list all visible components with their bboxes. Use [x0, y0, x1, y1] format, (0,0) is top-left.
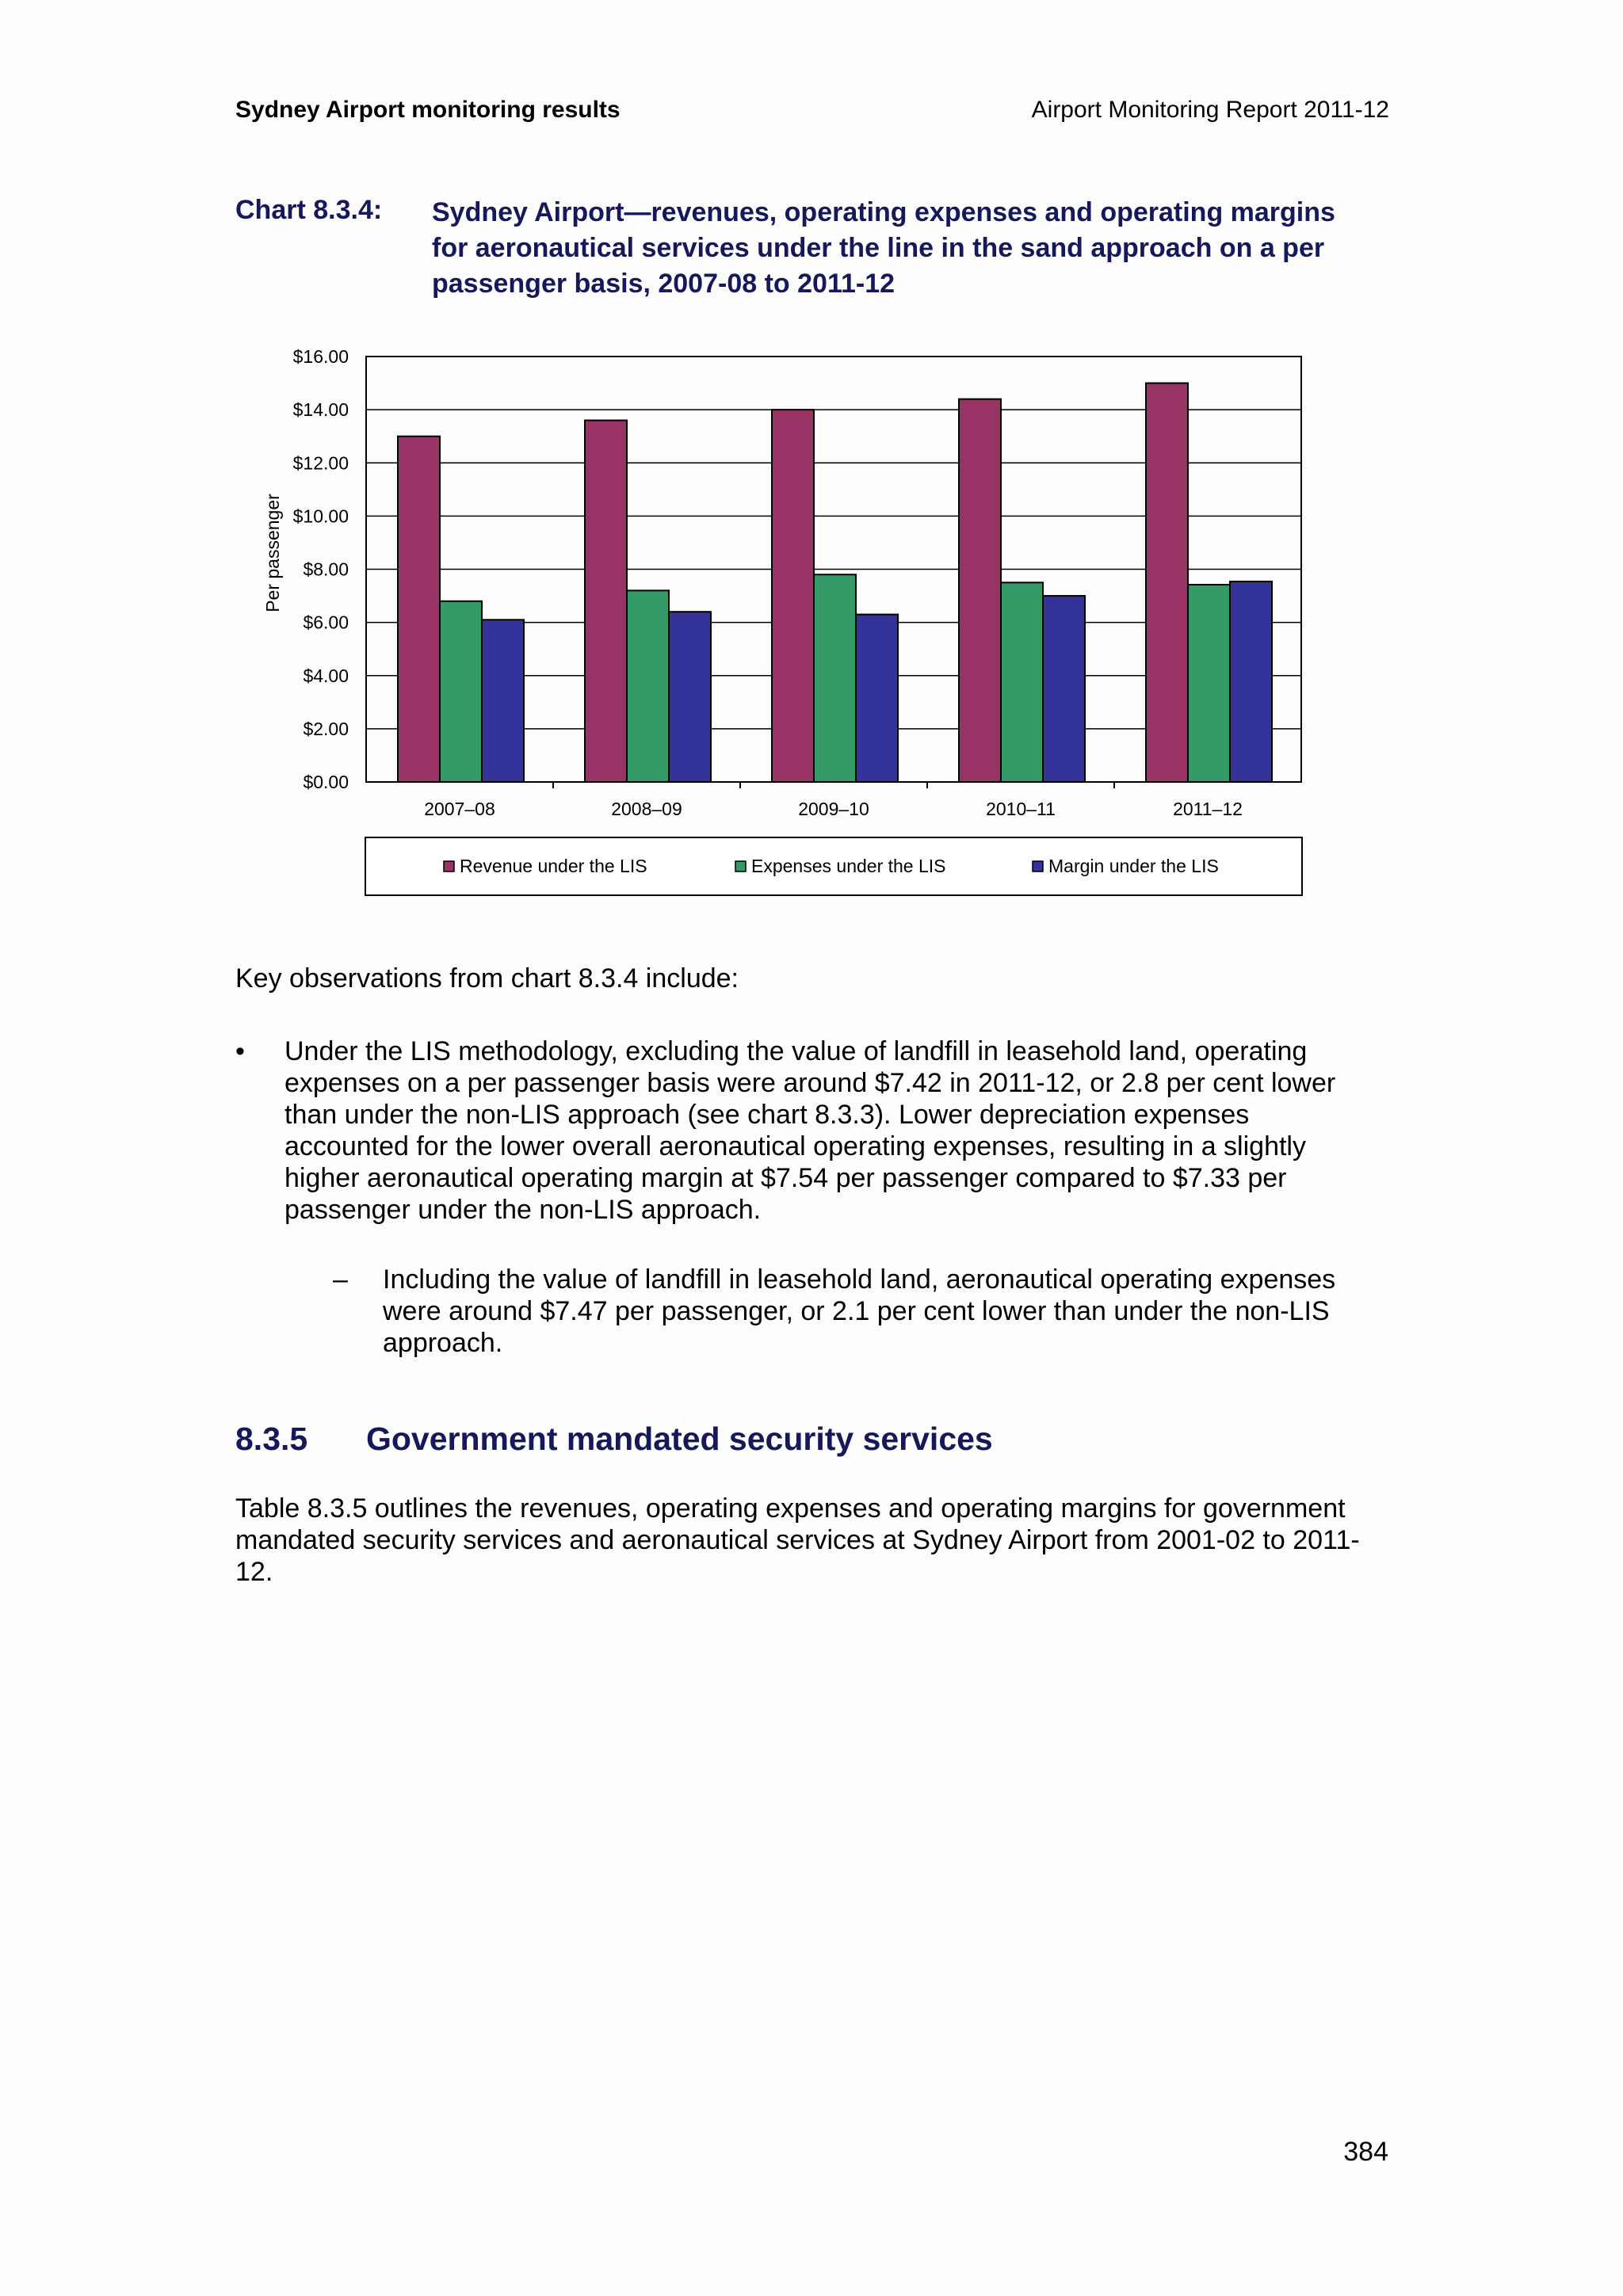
page-number: 384: [1343, 2137, 1388, 2167]
section-heading: Government mandated security services: [366, 1421, 993, 1457]
bar-expenses-2007–08: [440, 601, 482, 782]
y-tick-label: $16.00: [292, 346, 349, 367]
legend-label: Expenses under the LIS: [751, 856, 946, 876]
bar-margin-2007–08: [482, 620, 524, 782]
bar-revenue-2008–09: [585, 421, 627, 782]
legend-swatch: [444, 861, 454, 871]
chart-caption-label: Chart 8.3.4:: [235, 195, 383, 225]
bar-margin-2010–11: [1043, 596, 1085, 782]
x-tick-label: 2007–08: [424, 799, 495, 819]
bullet-paragraph-operating-expenses: Under the LIS methodology, excluding the value of landfill in leasehold land, operating expenses on a per passenger basis were around $7.42 in 2011-12, or 2.8 per cent lower than under the non-LIS approach (see chart 8.3.3). Lower depreciation expenses accounted for the lower overall aeronautical operating expenses, resulting in a slightly higher aeronautical operating margin at $7.54 per passenger compared to $7.33 per passenger under the non-LIS approach.: [285, 1036, 1336, 1225]
y-tick-label: $14.00: [292, 399, 349, 421]
y-tick-label: $12.00: [292, 452, 349, 474]
y-tick-label: $0.00: [303, 772, 349, 792]
bullet-point: •: [235, 1036, 245, 1066]
bar-expenses-2009–10: [814, 574, 856, 782]
bar-revenue-2010–11: [959, 399, 1001, 782]
legend-label: Revenue under the LIS: [460, 856, 647, 876]
legend-label: Margin under the LIS: [1048, 856, 1219, 876]
bar-chart: [238, 333, 1308, 903]
y-tick-label: $8.00: [303, 559, 349, 580]
y-tick-label: $6.00: [303, 612, 349, 633]
key-observations-intro: Key observations from chart 8.3.4 include:: [235, 963, 739, 994]
section-number: 8.3.5: [235, 1421, 308, 1457]
x-tick-label: 2010–11: [986, 799, 1056, 819]
bar-expenses-2010–11: [1001, 582, 1043, 782]
y-tick-label: $2.00: [303, 718, 349, 739]
bar-revenue-2007–08: [398, 437, 440, 782]
bar-margin-2008–09: [669, 612, 711, 782]
chart-x-tick-labels: [424, 782, 1243, 819]
chart-legend: [365, 837, 1302, 895]
chart-y-tick-labels: [293, 346, 349, 792]
y-tick-label: $4.00: [303, 665, 349, 686]
running-header-section: Sydney Airport monitoring results: [235, 97, 621, 123]
bar-margin-2009–10: [856, 615, 898, 782]
chart-y-axis-label: Per passenger: [262, 494, 283, 612]
sub-bullet-paragraph-landfill: Including the value of landfill in leasehold land, aeronautical operating expenses were around $7.47 per passenger, or 2.1 per cent lower than under the non-LIS approach.: [383, 1264, 1336, 1358]
sub-bullet-dash: –: [333, 1264, 348, 1295]
legend-swatch: [735, 861, 746, 871]
x-tick-label: 2009–10: [798, 799, 869, 819]
bar-revenue-2011–12: [1146, 383, 1188, 782]
bar-margin-2011–12: [1230, 582, 1272, 782]
bar-revenue-2009–10: [772, 410, 814, 782]
chart-caption-title: Sydney Airport—revenues, operating expenses and operating margins for aeronautical services under the line in the sand approach on a per passenger basis, 2007-08 to 2011-12: [432, 197, 1335, 299]
x-tick-label: 2008–09: [611, 799, 682, 819]
legend-swatch: [1033, 861, 1043, 871]
y-tick-label: $10.00: [292, 505, 349, 527]
bar-expenses-2008–09: [627, 590, 669, 782]
x-tick-label: 2011–12: [1173, 799, 1243, 819]
chart-bars: [398, 383, 1272, 782]
bar-expenses-2011–12: [1188, 585, 1230, 782]
running-header-report: Airport Monitoring Report 2011-12: [1031, 97, 1389, 123]
section-paragraph: Table 8.3.5 outlines the revenues, operating expenses and operating margins for government mandated security services and aeronautical services at Sydney Airport from 2001-02 to 2011-12.: [235, 1493, 1360, 1587]
